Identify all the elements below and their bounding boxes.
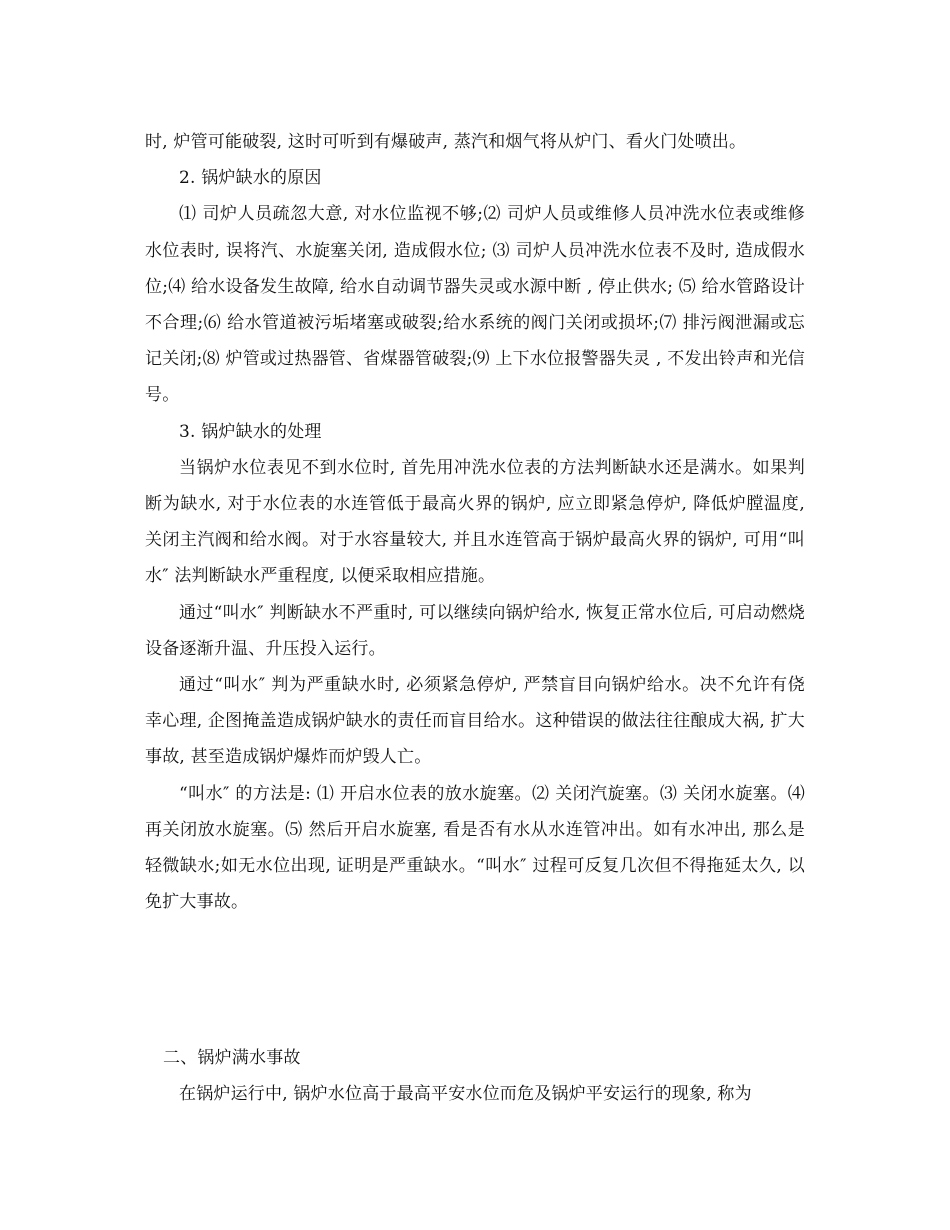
paragraph-handling: 当锅炉水位表见不到水位时, 首先用冲洗水位表的方法判断缺水还是满水。如果判断为缺水, 对于水位表的水连管低于最高火界的锅炉, 应立即紧急停炉, 降低炉膛温度, 关闭主汽阀和给水阀。对于水容量较大, 并且水连管高于锅炉最高火界的锅炉, 可用“叫水″ 法判断缺水严重程度, 以便采取相应措施。 — [145, 457, 805, 587]
section-title: 二、锅炉满水事故 — [163, 1048, 301, 1068]
paragraph-severe-shortage: 通过“叫水″ 判为严重缺水时, 必须紧急停炉, 严禁盲目向锅炉给水。决不允许有侥幸心理, 企图掩盖造成锅炉缺水的责任而盲目给水。这种错误的做法往往酿成大祸, 扩大事故, 甚至造成锅炉爆炸而炉毁人亡。 — [145, 675, 805, 768]
paragraph-mild-shortage: 通过“叫水″ 判断缺水不严重时, 可以继续向锅炉给水, 恢复正常水位后, 可启动燃烧设备逐渐升温、升压投入运行。 — [145, 602, 805, 659]
subheading-causes: 2. 锅炉缺水的原因 — [179, 168, 322, 189]
subheading-handling: 3. 锅炉缺水的处理 — [179, 421, 322, 442]
paragraph-causes-list: ⑴ 司炉人员疏忽大意, 对水位监视不够;⑵ 司炉人员或维修人员冲洗水位表或维修水位表时, 误将汽、水旋塞关闭, 造成假水位; ⑶ 司炉人员冲洗水位表不及时, 造成假水位;⑷ 给水设备发生故障, 给水自动调节器失灵或水源中断 , 停止供水; ⑸ 给水管路设计不合理;⑹ 给水管道被污垢堵塞或破裂;给水系统的阀门关闭或损坏;⑺ 排污阀泄漏或忘记关闭;⑻ 炉管或过热器管、省煤器管破裂;⑼ 上下水位报警器失灵 , 不发出铃声和光信号。 — [145, 204, 805, 406]
section-two-block — [145, 1040, 805, 1112]
paragraph-overflow-intro: 在锅炉运行中, 锅炉水位高于最高平安水位而危及锅炉平安运行的现象, 称为 — [179, 1084, 752, 1105]
body-text-block — [145, 124, 805, 920]
paragraph-continuation: 时, 炉管可能破裂, 这时可听到有爆破声, 蒸汽和烟气将从炉门、看火门处喷出。 — [145, 132, 747, 152]
paragraph-call-water-method: “叫水″ 的方法是: ⑴ 开启水位表的放水旋塞。⑵ 关闭汽旋塞。⑶ 关闭水旋塞。⑷ 再关闭放水旋塞。⑸ 然后开启水旋塞, 看是否有水从水连管冲出。如有水冲出, 那么是轻微缺水;如无水位出现, 证明是严重缺水。“叫水″ 过程可反复几次但不得拖延太久, 以免扩大事故。 — [145, 783, 805, 913]
